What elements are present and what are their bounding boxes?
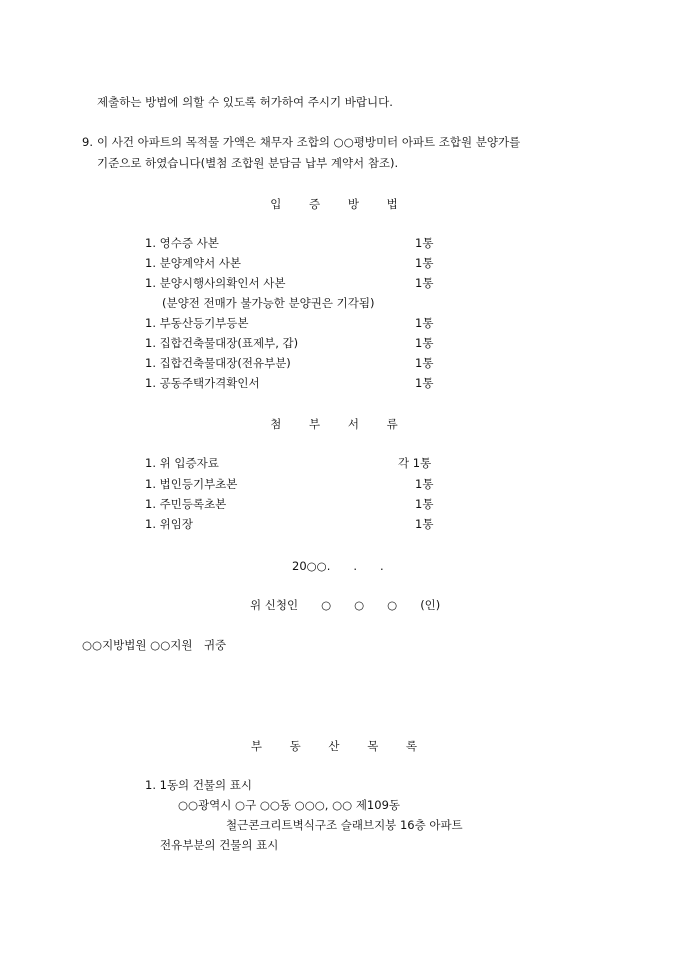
- property-exclusive-part-title: 전유부분의 건물의 표시: [160, 838, 279, 852]
- evidence-item-qty: 1통: [415, 336, 434, 350]
- evidence-item-label: 1. 부동산등기부등본: [145, 316, 249, 330]
- evidence-item-qty: 1통: [415, 256, 434, 270]
- property-list-heading: 부 동 산 목 록: [250, 739, 430, 753]
- attachment-item-label: 1. 법인등기부초본: [145, 477, 238, 491]
- attachment-item-qty: 1통: [415, 497, 434, 511]
- evidence-item-qty: 1통: [415, 316, 434, 330]
- intro-line: 제출하는 방법에 의할 수 있도록 허가하여 주시기 바랍니다.: [97, 95, 393, 109]
- date-line: 20○○. . .: [292, 559, 384, 573]
- attachment-item-label: 1. 위임장: [145, 517, 193, 531]
- evidence-item-qty: 1통: [415, 376, 434, 390]
- attachment-item-qty: 1통: [415, 517, 434, 531]
- paragraph-9-number: 9.: [82, 135, 93, 149]
- evidence-item-label: 1. 분양시행사의확인서 사본: [145, 276, 286, 290]
- evidence-item-label: 1. 집합건축물대장(전유부분): [145, 356, 291, 370]
- evidence-item-label: 1. 공동주택가격확인서: [145, 376, 260, 390]
- evidence-item-label: 1. 집합건축물대장(표제부, 갑): [145, 336, 299, 350]
- attachment-item-label: 1. 위 입증자료: [145, 456, 219, 470]
- paragraph-9-line-1: 이 사건 아파트의 목적물 가액은 채무자 조합의 ○○평방미터 아파트 조합원 분양가를: [97, 135, 521, 149]
- evidence-item-label: 1. 영수증 사본: [145, 236, 219, 250]
- evidence-item-qty: 1통: [415, 356, 434, 370]
- applicant-line: 위 신청인 ○ ○ ○ (인): [250, 598, 441, 612]
- property-structure: 철근콘크리트벽식구조 슬래브지붕 16층 아파트: [226, 818, 463, 832]
- attachment-item-qty: 1통: [415, 477, 434, 491]
- evidence-heading: 입 증 방 법: [270, 197, 410, 211]
- attachments-heading: 첨 부 서 류: [270, 417, 410, 431]
- evidence-item-qty: 1통: [415, 276, 434, 290]
- property-building-title: 1. 1동의 건물의 표시: [145, 778, 253, 792]
- attachment-item-label: 1. 주민등록초본: [145, 497, 227, 511]
- paragraph-9-line-2: 기준으로 하였습니다(별첨 조합원 분담금 납부 계약서 참조).: [97, 156, 399, 170]
- evidence-item-qty: 1통: [415, 236, 434, 250]
- evidence-note: (분양전 전매가 불가능한 분양권은 기각됨): [162, 296, 375, 310]
- property-address: ○○광역시 ○구 ○○동 ○○○, ○○ 제109동: [178, 798, 400, 812]
- attachment-item-qty: 각 1통: [398, 456, 432, 470]
- evidence-item-label: 1. 분양계약서 사본: [145, 256, 242, 270]
- court-addressee: ○○지방법원 ○○지원 귀중: [82, 638, 227, 652]
